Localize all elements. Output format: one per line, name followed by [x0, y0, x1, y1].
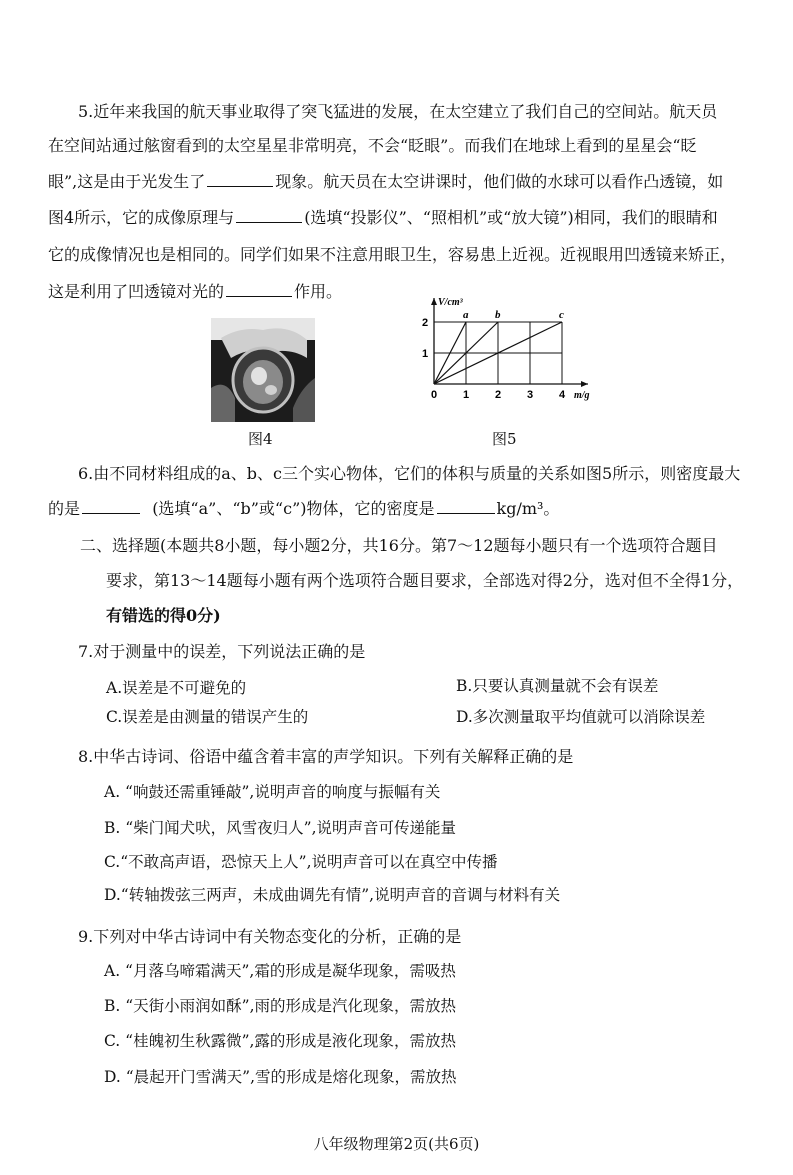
q8-option-c[interactable]: C.“不敢高声语，恐惊天上人”,说明声音可以在真空中传播 [104, 853, 498, 871]
q8-stem: 8.中华古诗词、俗语中蕴含着丰富的声学知识。下列有关解释正确的是 [78, 747, 574, 766]
q5-line1: 5.近年来我国的航天事业取得了突飞猛进的发展，在太空建立了我们自己的空间站。航天员 [78, 102, 718, 121]
q7-option-b[interactable]: B.只要认真测量就不会有误差 [456, 677, 659, 695]
q6-line2-unit: kg/m³。 [496, 499, 560, 518]
q9-option-b[interactable]: B. “天街小雨润如酥”,雨的形成是汽化现象，需放热 [104, 997, 457, 1015]
q6-line2 [48, 498, 559, 520]
answer-blank[interactable] [437, 498, 495, 514]
y-axis-label: V/cm³ [438, 297, 463, 308]
q7-option-d[interactable]: D.多次测量取平均值就可以消除误差 [456, 708, 706, 726]
q5-line6 [48, 281, 342, 303]
q5-line4-end: (选填“投影仪”、“照相机”或“放大镜”)相同，我们的眼睛和 [304, 208, 718, 227]
answer-blank[interactable] [207, 171, 273, 187]
section2-heading-line1: 二、选择题(本题共8小题，每小题2分，共16分。第7～12题每小题只有一个选项符合题目 [80, 536, 718, 555]
series-label-a: a [463, 309, 469, 321]
figure4-caption: 图4 [248, 430, 273, 448]
section2-heading-line3: 有错选的得0分) [106, 606, 221, 625]
q6-line1: 6.由不同材料组成的a、b、c三个实心物体，它们的体积与质量的关系如图5所示，则密度最大 [78, 464, 741, 483]
q5-line3 [48, 171, 723, 193]
q8-option-a[interactable]: A. “响鼓还需重锤敲”,说明声音的响度与振幅有关 [104, 783, 441, 801]
figure4-water-ball-photo [211, 318, 315, 422]
x-tick-label: 2 [495, 389, 502, 401]
x-axis-label: m/g [574, 390, 590, 401]
q8-option-d[interactable]: D.“转轴拨弦三两声，未成曲调先有情”,说明声音的音调与材料有关 [104, 886, 561, 904]
x-axis-arrow [581, 381, 588, 387]
x-tick-label: 3 [527, 389, 534, 401]
q8-option-b[interactable]: B. “柴门闻犬吠，风雪夜归人”,说明声音可传递能量 [104, 819, 457, 837]
y-tick-label: 2 [422, 317, 429, 329]
answer-blank[interactable] [82, 498, 140, 514]
q7-option-a[interactable]: A.误差是不可避免的 [106, 679, 247, 697]
q5-line3-end: 现象。航天员在太空讲课时，他们做的水球可以看作凸透镜，如 [275, 172, 724, 191]
figure5-chart [418, 294, 608, 412]
page-footer: 八年级物理第2页(共6页) [313, 1135, 480, 1153]
q6-line2-start: 的是 [48, 499, 81, 518]
answer-blank[interactable] [236, 207, 302, 223]
figure5-caption: 图5 [492, 430, 517, 448]
y-tick-label: 1 [422, 348, 429, 360]
q5-line2: 在空间站通过舷窗看到的太空星星非常明亮，不会“眨眼”。而我们在地球上看到的星星会“眨 [48, 136, 697, 155]
x-tick-label: 1 [463, 389, 470, 401]
answer-blank[interactable] [226, 281, 292, 297]
q9-option-a[interactable]: A. “月落乌啼霜满天”,霜的形成是凝华现象，需吸热 [104, 962, 456, 980]
q9-stem: 9.下列对中华古诗词中有关物态变化的分析，正确的是 [78, 927, 462, 946]
q5-line5: 它的成像情况也是相同的。同学们如果不注意用眼卫生，容易患上近视。近视眼用凹透镜来矫正， [48, 245, 737, 264]
series-label-c: c [559, 309, 564, 321]
y-axis-arrow [431, 298, 437, 305]
q7-option-c[interactable]: C.误差是由测量的错误产生的 [106, 708, 309, 726]
x-tick-label: 4 [559, 389, 566, 401]
q6-line2-mid: (选填“a”、“b”或“c”)物体，它的密度是 [152, 499, 435, 518]
q5-line4-start: 图4所示，它的成像原理与 [48, 208, 235, 227]
q9-option-d[interactable]: D. “晨起开门雪满天”,雪的形成是熔化现象，需放热 [104, 1068, 457, 1086]
q5-line6-start: 这是利用了凹透镜对光的 [48, 282, 225, 301]
series-label-b: b [495, 309, 501, 321]
q5-line4 [48, 207, 718, 229]
q5-line3-start: 眼”,这是由于光发生了 [48, 172, 206, 191]
section2-heading-line2: 要求，第13～14题每小题有两个选项符合题目要求，全部选对得2分，选对但不全得1分， [106, 571, 744, 590]
x-tick-label: 0 [431, 389, 438, 401]
q5-line6-end: 作用。 [294, 282, 343, 301]
q9-option-c[interactable]: C. “桂魄初生秋露微”,露的形成是液化现象，需放热 [104, 1032, 456, 1050]
q7-stem: 7.对于测量中的误差，下列说法正确的是 [78, 642, 366, 661]
